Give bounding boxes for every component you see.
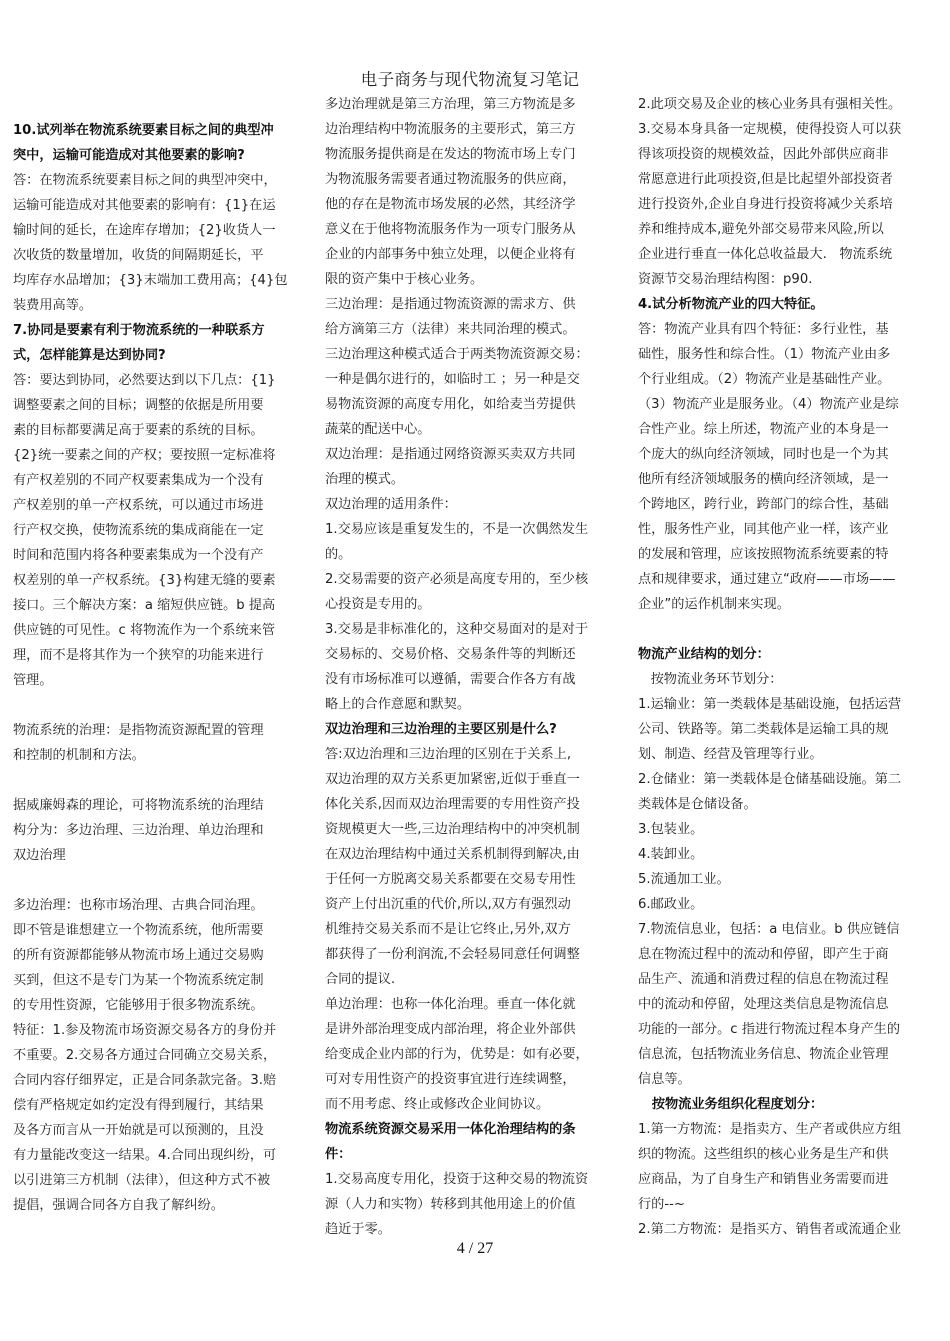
page-separator: / [464, 1240, 478, 1257]
text-line: 合性产业。综上所述，物流产业的本身是一 [638, 422, 889, 437]
text-line: 次收货的数量增加，收货的间隔期延长，平 [13, 248, 264, 263]
text-line: （3）物流产业是服务业。（4）物流产业是综 [638, 397, 899, 412]
text-line: 即不管是谁想建立一个物流系统，他所需要 [13, 923, 264, 938]
text-line: 7.物流信息业，包括：a 电信业。b 供应链信 [638, 922, 900, 937]
heading-line: 10.试列举在物流系统要素目标之间的典型冲 [13, 123, 274, 138]
text-line: 权差别的单一产权系统。{3}构建无缝的要素 [13, 573, 276, 588]
text-line: 息在物流过程中的流动和停留，即产生于商 [638, 947, 889, 962]
text-line: 多边治理：也称市场治理、古典合同治理。 [13, 898, 264, 913]
text-line: 他的存在是物流市场发展的必然，其经济学 [325, 197, 576, 212]
heading-line: 物流系统资源交易采用一体化治理结构的条 [325, 1122, 576, 1137]
text-line: 偿有严格规定如约定没有得到履行，其结果 [13, 1098, 264, 1113]
text-line: 物流系统的治理：是指物流资源配置的管理 [13, 723, 264, 738]
blank-line [638, 617, 938, 642]
text-line: {2}统一要素之间的产权；要按照一定标准将 [13, 448, 276, 463]
text-line: 体化关系,因而双边治理需要的专用性资产投 [325, 797, 580, 812]
text-line: 物流服务提供商是在发达的物流市场上专门 [325, 147, 576, 162]
text-line: 据威廉姆森的理论，可将物流系统的治理结 [13, 798, 264, 813]
text-line: 装费用高等。 [13, 298, 93, 313]
heading-line: 式，怎样能算是达到协同? [13, 348, 166, 363]
blank-line [13, 868, 313, 893]
text-line: 6.邮政业。 [638, 897, 704, 912]
text-line: 蔬菜的配送中心。 [325, 422, 431, 437]
text-line: 接口。三个解决方案：a 缩短供应链。b 提高 [13, 598, 276, 613]
text-line: 买到，但这不是专门为某一个物流系统定制 [13, 973, 264, 988]
text-line: 理，而不是将其作为一个狭窄的功能来进行 [13, 648, 264, 663]
text-line: 管理。 [13, 673, 53, 688]
text-line: 机维持交易关系而不是让它终止,另外,双方 [325, 922, 571, 937]
text-line: 于任何一方脱离交易关系都要在交易专用性 [325, 872, 576, 887]
text-line: 1.第一方物流：是指卖方、生产者或供应方组 [638, 1122, 902, 1137]
column-middle [325, 92, 625, 1242]
text-line: 织的物流。这些组织的核心业务是生产和供 [638, 1147, 889, 1162]
blank-line [13, 693, 313, 718]
text-line: 常愿意进行此项投资,但是比起望外部投资者 [638, 172, 893, 187]
blank-line [13, 768, 313, 793]
text-line: 个跨地区，跨行业，跨部门的综合性，基础 [638, 497, 889, 512]
page-number [0, 1240, 950, 1258]
text-line: 资源节交易治理结构图：p90. [638, 272, 813, 287]
text-line: 均库存水品增加；{3}末端加工费用高；{4}包 [13, 273, 288, 288]
text-line: 边治理结构中物流服务的主要形式，第三方 [325, 122, 576, 137]
text-line: 个行业组成。（2）物流产业是基础性产业。 [638, 372, 891, 387]
text-line: 3.包装业。 [638, 822, 704, 837]
heading-line: 4.试分析物流产业的四大特征。 [638, 297, 824, 312]
text-line: 交易标的、交易价格、交易条件等的判断还 [325, 647, 576, 662]
text-line: 源（人力和实物）转移到其他用途上的价值 [325, 1197, 576, 1212]
heading-line: 双边治理和三边治理的主要区别是什么? [325, 722, 557, 737]
text-line: 双边治理 [13, 848, 66, 863]
text-line: 进行投资外,企业自身进行投资将减少关系培 [638, 197, 893, 212]
text-line: 时间和范围内将各种要素集成为一个没有产 [13, 548, 264, 563]
text-line: 双边治理的双方关系更加紧密,近似于垂直一 [325, 772, 580, 787]
text-line: 5.流通加工业。 [638, 872, 730, 887]
text-line: 供应链的可见性。c 将物流作为一个系统来管 [13, 623, 276, 638]
text-line: 1.运输业：第一类载体是基础设施，包括运营 [638, 697, 902, 712]
text-line: 都获得了一份利润流,不会轻易同意任何调整 [325, 947, 580, 962]
text-line: 得该项投资的规模效益，因此外部供应商非 [638, 147, 889, 162]
text-line: 运输可能造成对其他要素的影响有：{1}在运 [13, 198, 276, 213]
text-line: 为物流服务需要者通过物流服务的供应商， [325, 172, 576, 187]
text-line: 在双边治理结构中通过关系机制得到解决,由 [325, 847, 580, 862]
text-line: 养和维持成本,避免外部交易带来风险,所以 [638, 222, 884, 237]
text-line: 答：物流产业具有四个特征：多行业性，基 [638, 322, 889, 337]
text-line: 4.装卸业。 [638, 847, 704, 862]
text-line: 治理的模式。 [325, 472, 405, 487]
text-line: 特征：1.参及物流市场资源交易各方的身份并 [13, 1023, 277, 1038]
heading-line: 件： [325, 1147, 352, 1162]
text-line: 单边治理：也称一体化治理。垂直一体化就 [325, 997, 576, 1012]
text-line: 企业进行垂直一体化总收益最大. 物流系统 [638, 247, 893, 262]
text-line: 企业的内部事务中独立处理，以便企业将有 [325, 247, 576, 262]
text-line: 信息等。 [638, 1072, 691, 1087]
text-line: 的所有资源都能够从物流市场上通过交易购 [13, 948, 264, 963]
text-line: 合同内容仔细界定，正是合同条款完备。3.赔 [13, 1073, 277, 1088]
text-line: 三边治理：是指通过物流资源的需求方、供 [325, 297, 576, 312]
text-line: 以引进第三方机制（法律），但这种方式不被 [13, 1173, 271, 1188]
text-line: 行产权交换，使物流系统的集成商能在一定 [13, 523, 264, 538]
text-line: 中的流动和停留，处理这类信息是物流信息 [638, 997, 889, 1012]
text-line: 答：在物流系统要素目标之间的典型冲突中， [13, 173, 277, 188]
text-line: 的。 [325, 547, 352, 562]
text-line: 而不用考虑、终止或修改企业间协议。 [325, 1097, 550, 1112]
heading-line: 物流产业结构的划分： [638, 647, 770, 662]
text-line: 他所有经济领域服务的横向经济领域，是一 [638, 472, 889, 487]
text-line: 没有市场标准可以遵循，需要合作各方有战 [325, 672, 576, 687]
text-line: 础性，服务性和综合性。（1）物流产业由多 [638, 347, 891, 362]
text-line: 2.此项交易及企业的核心业务具有强相关性。 [638, 97, 902, 112]
text-line: 给变成企业内部的行为，优势是：如有必要， [325, 1047, 589, 1062]
text-line: 2.交易需要的资产必须是高度专用的，至少核 [325, 572, 589, 587]
text-line: 答：要达到协同，必然要达到以下几点：{1} [13, 373, 276, 388]
text-line: 3.交易本身具备一定规模，使得投资人可以获 [638, 122, 902, 137]
text-line: 心投资是专用的。 [325, 597, 431, 612]
text-line: 给方滴第三方（法律）来共同治理的模式。 [325, 322, 576, 337]
text-line: 有产权差别的不同产权要素集成为一个没有 [13, 473, 264, 488]
heading-line: 按物流业务组织化程度划分： [638, 1097, 824, 1112]
text-line: 三边治理这种模式适合于两类物流资源交易： [325, 347, 589, 362]
text-line: 多边治理就是第三方治理，第三方物流是多 [325, 97, 576, 112]
text-line: 素的目标都要满足高于要素的系统的目标。 [13, 423, 264, 438]
page-total: 27 [477, 1240, 494, 1257]
text-line: 应商品，为了自身生产和销售业务需要而进 [638, 1172, 889, 1187]
page-current: 4 [456, 1240, 465, 1257]
text-line: 的专用性资源，它能够用于很多物流系统。 [13, 998, 264, 1013]
text-line: 资规模更大一些,三边治理结构中的冲突机制 [325, 822, 580, 837]
text-line: 提倡，强调合同各方自我了解纠纷。 [13, 1198, 224, 1213]
text-line: 及各方而言从一开始就是可以预测的，且没 [13, 1123, 264, 1138]
column-right [638, 92, 938, 1242]
heading-line: 突中，运输可能造成对其他要素的影响? [13, 148, 245, 163]
text-line: 不重要。2.交易各方通过合同确立交易关系， [13, 1048, 277, 1063]
text-line: 和控制的机制和方法。 [13, 748, 145, 763]
text-line: 资产上付出沉重的代价,所以,双方有强烈动 [325, 897, 571, 912]
text-line: 个庞大的纵向经济领域，同时也是一个为其 [638, 447, 889, 462]
heading-line: 7.协同是要素有利于物流系统的一种联系方 [13, 323, 265, 338]
column-left [13, 118, 313, 1218]
text-line: 双边治理：是指通过网络资源买卖双方共同 [325, 447, 576, 462]
text-line: 有力量能改变这一结果。4.合同出现纠纷，可 [13, 1148, 277, 1163]
document-title: 电子商务与现代物流复习笔记 [360, 70, 580, 89]
text-line: 公司、铁路等。第二类载体是运输工具的规 [638, 722, 889, 737]
text-line: 答:双边治理和三边治理的区别在于关系上, [325, 747, 572, 762]
text-line: 是讲外部治理变成内部治理，将企业外部供 [325, 1022, 576, 1037]
text-line: 3.交易是非标准化的，这种交易面对的是对于 [325, 622, 589, 637]
text-line: 品生产、流通和消费过程的信息在物流过程 [638, 972, 889, 987]
text-line: 点和规律要求，通过建立“政府——市场—— [638, 572, 896, 587]
text-line: 的发展和管理，应该按照物流系统要素的特 [638, 547, 889, 562]
text-line: 可对专用性资产的投资事宜进行连续调整， [325, 1072, 576, 1087]
text-line: 信息流，包括物流业务信息、物流企业管理 [638, 1047, 889, 1062]
text-line: 限的资产集中于核心业务。 [325, 272, 484, 287]
text-line: 一种是偶尔进行的，如临时工 ；另一种是交 [325, 372, 580, 387]
text-line: 1.交易高度专用化，投资于这种交易的物流资 [325, 1172, 589, 1187]
text-line: 企业”的运作机制来实现。 [638, 597, 790, 612]
text-line: 1.交易应该是重复发生的，不是一次偶然发生 [325, 522, 589, 537]
text-line: 双边治理的适用条件： [325, 497, 457, 512]
text-line: 类载体是仓储设备。 [638, 797, 757, 812]
text-line: 易物流资源的高度专用化，如给麦当劳提供 [325, 397, 576, 412]
text-line: 意义在于他将物流服务作为一项专门服务从 [325, 222, 576, 237]
text-line: 略上的合作意愿和默契。 [325, 697, 471, 712]
text-line: 划、制造、经营及管理等行业。 [638, 747, 823, 762]
text-line: 调整要素之间的目标；调整的依据是所用要 [13, 398, 264, 413]
text-line: 功能的一部分。c 指进行物流过程本身产生的 [638, 1022, 901, 1037]
text-line: 按物流业务环节划分： [638, 672, 783, 687]
text-line: 合同的提议. [325, 972, 396, 987]
text-line: 2.第二方物流：是指买方、销售者或流通企业 [638, 1222, 902, 1237]
text-line: 2.仓储业：第一类载体是仓储基础设施。第二 [638, 772, 902, 787]
text-line: 构分为：多边治理、三边治理、单边治理和 [13, 823, 264, 838]
text-line: 趋近于零。 [325, 1222, 391, 1237]
text-line: 产权差别的单一产权系统，可以通过市场进 [13, 498, 264, 513]
text-line: 行的--~ [638, 1197, 685, 1212]
text-line: 输时间的延长，在途库存增加；{2}收货人一 [13, 223, 276, 238]
text-line: 性，服务性产业，同其他产业一样，该产业 [638, 522, 889, 537]
